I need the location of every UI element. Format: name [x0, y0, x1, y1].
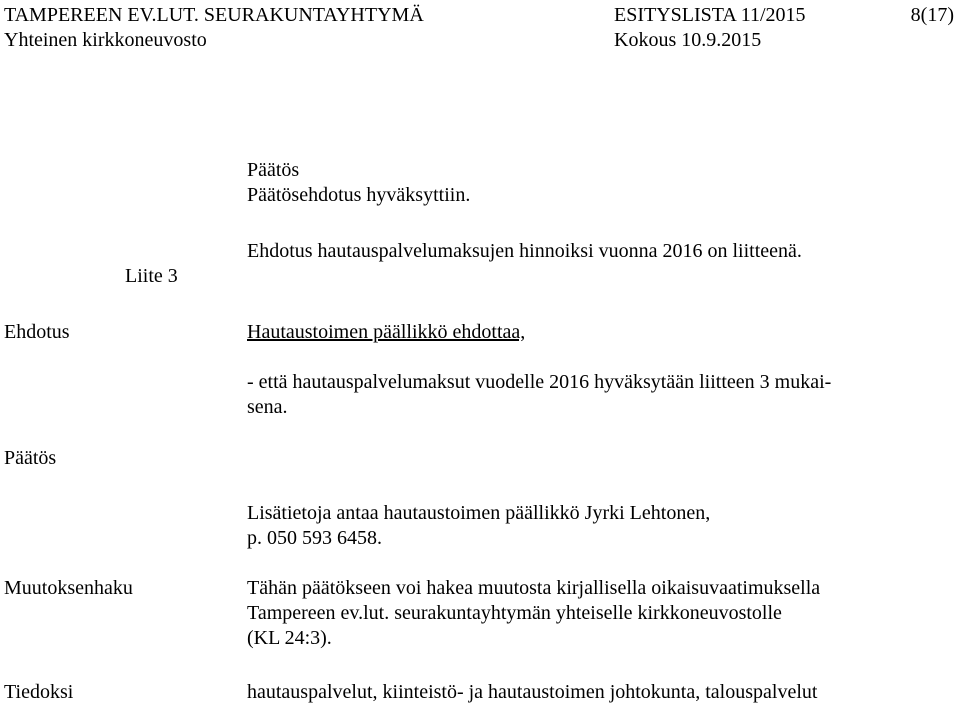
appeal-line-3: (KL 24:3). — [247, 627, 332, 649]
decision-text: Päätösehdotus hyväksyttiin. — [247, 184, 471, 206]
info-line-2: p. 050 593 6458. — [247, 527, 382, 549]
decision-label: Päätös — [4, 447, 57, 469]
notify-text: hautauspalvelut, kiinteistö- ja hautaustoimen johtokunta, talouspalvelut — [247, 681, 818, 703]
document-title: ESITYSLISTA 11/2015 — [614, 4, 806, 26]
attachment-label: Liite 3 — [125, 265, 178, 287]
organization-name: TAMPEREEN EV.LUT. SEURAKUNTAYHTYMÄ — [4, 4, 424, 26]
decision-heading: Päätös — [247, 159, 300, 181]
appeal-line-2: Tampereen ev.lut. seurakuntayhtymän yhteiselle kirkkoneuvostolle — [247, 602, 782, 624]
appeal-label: Muutoksenhaku — [4, 577, 133, 599]
proposal-line-2: sena. — [247, 396, 288, 418]
appeal-line-1: Tähän päätökseen voi hakea muutosta kirjallisella oikaisuvaatimuksella — [247, 577, 821, 599]
info-line-1: Lisätietoja antaa hautaustoimen päällikkö Jyrki Lehtonen, — [247, 502, 711, 524]
proposal-line-1: - että hautauspalvelumaksut vuodelle 2016 hyväksytään liitteen 3 mukai- — [247, 371, 832, 393]
page-number: 8(17) — [910, 4, 954, 26]
attachment-text: Ehdotus hautauspalvelumaksujen hinnoiksi vuonna 2016 on liitteenä. — [247, 240, 802, 262]
notify-label: Tiedoksi — [4, 681, 74, 703]
governing-body: Yhteinen kirkkoneuvosto — [4, 29, 207, 51]
meeting-date: Kokous 10.9.2015 — [614, 29, 762, 51]
proposer-text: Hautaustoimen päällikkö ehdottaa, — [247, 321, 526, 343]
proposal-label: Ehdotus — [4, 321, 70, 343]
